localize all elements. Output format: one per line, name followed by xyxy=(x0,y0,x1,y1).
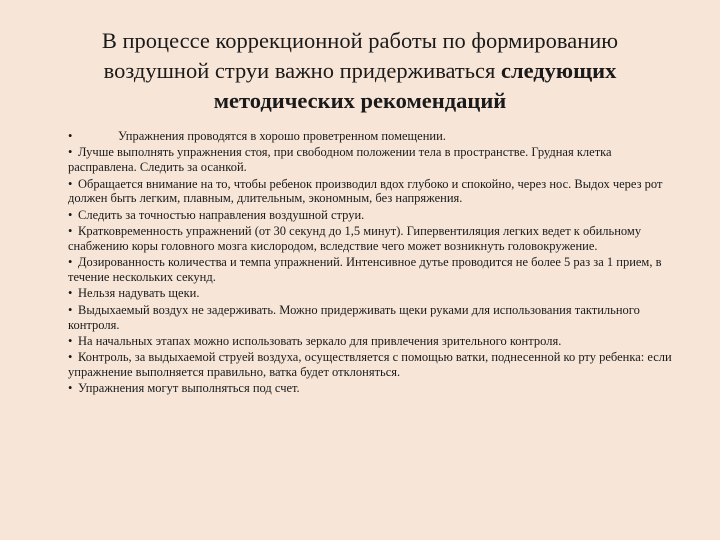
list-item-text: Лучше выполнять упражнения стоя, при свободном положении тела в пространстве. Грудная клетка расправлена. Следить за осанкой. xyxy=(68,145,612,175)
bullet-icon: • xyxy=(68,381,73,396)
bullet-icon: • xyxy=(68,302,73,317)
title-line-3: методических рекомендаций xyxy=(213,88,507,113)
list-item-text: Выдыхаемый воздух не задерживать. Можно придерживать щеки руками для использования тактильного контроля. xyxy=(68,302,640,332)
list-item xyxy=(68,177,680,207)
list-item xyxy=(68,145,680,175)
list-item xyxy=(68,224,680,254)
bullet-icon: • xyxy=(68,286,73,301)
title-line-2-plain: воздушной струи важно придерживаться xyxy=(103,58,501,83)
list-item xyxy=(68,381,680,396)
list-item-text: Кратковременность упражнений (от 30 секунд до 1,5 минут). Гипервентиляция легких ведет к обильному снабжению коры головного мозга кислородом, вследствие чего может возникнуть головокружение. xyxy=(68,224,642,253)
bullet-icon: • xyxy=(68,176,73,191)
list-item xyxy=(68,129,680,144)
list-item xyxy=(68,350,680,380)
title-line-1: В процессе коррекционной работы по формированию xyxy=(101,28,619,53)
list-item xyxy=(68,255,680,285)
title-line-2-bold: следующих xyxy=(500,58,617,83)
list-item xyxy=(68,334,680,349)
bullet-icon: • xyxy=(68,207,73,222)
title-line-2 xyxy=(40,56,680,86)
list-item-text: На начальных этапах можно использовать зеркало для привлечения зрительного контроля. xyxy=(78,333,562,348)
bullet-icon: • xyxy=(68,224,73,238)
list-item xyxy=(68,286,680,301)
bullet-icon: • xyxy=(68,255,73,270)
bullet-icon: • xyxy=(68,333,73,348)
recommendations-list xyxy=(68,129,680,398)
bullet-icon: • xyxy=(68,145,73,160)
list-item-text: Следить за точностью направления воздушной струи. xyxy=(78,207,365,222)
list-item xyxy=(68,208,680,223)
bullet-icon: • xyxy=(68,129,73,143)
list-item-text: Упражнения проводятся в хорошо проветренном помещении. xyxy=(118,129,446,143)
list-item-text: Контроль, за выдыхаемой струей воздуха, осуществляется с помощью ватки, поднесенной ко рту ребенка: если упражнение выполняется правильно, ватка будет отклоняться. xyxy=(68,350,672,380)
slide-title xyxy=(40,26,680,116)
bullet-icon: • xyxy=(68,350,73,365)
list-item xyxy=(68,303,680,333)
list-item-text: Дозированность количества и темпа упражнений. Интенсивное дутье проводится не более 5 раз за 1 прием, в течение нескольких секунд. xyxy=(68,255,662,285)
list-item-text: Упражнения могут выполняться под счет. xyxy=(78,381,300,396)
list-item-text: Нельзя надувать щеки. xyxy=(78,286,200,301)
list-item-text: Обращается внимание на то, чтобы ребенок производил вдох глубоко и спокойно, через нос. Выдох через рот должен быть легким, плавным, длительным, экономным, без напряжения. xyxy=(68,176,663,206)
